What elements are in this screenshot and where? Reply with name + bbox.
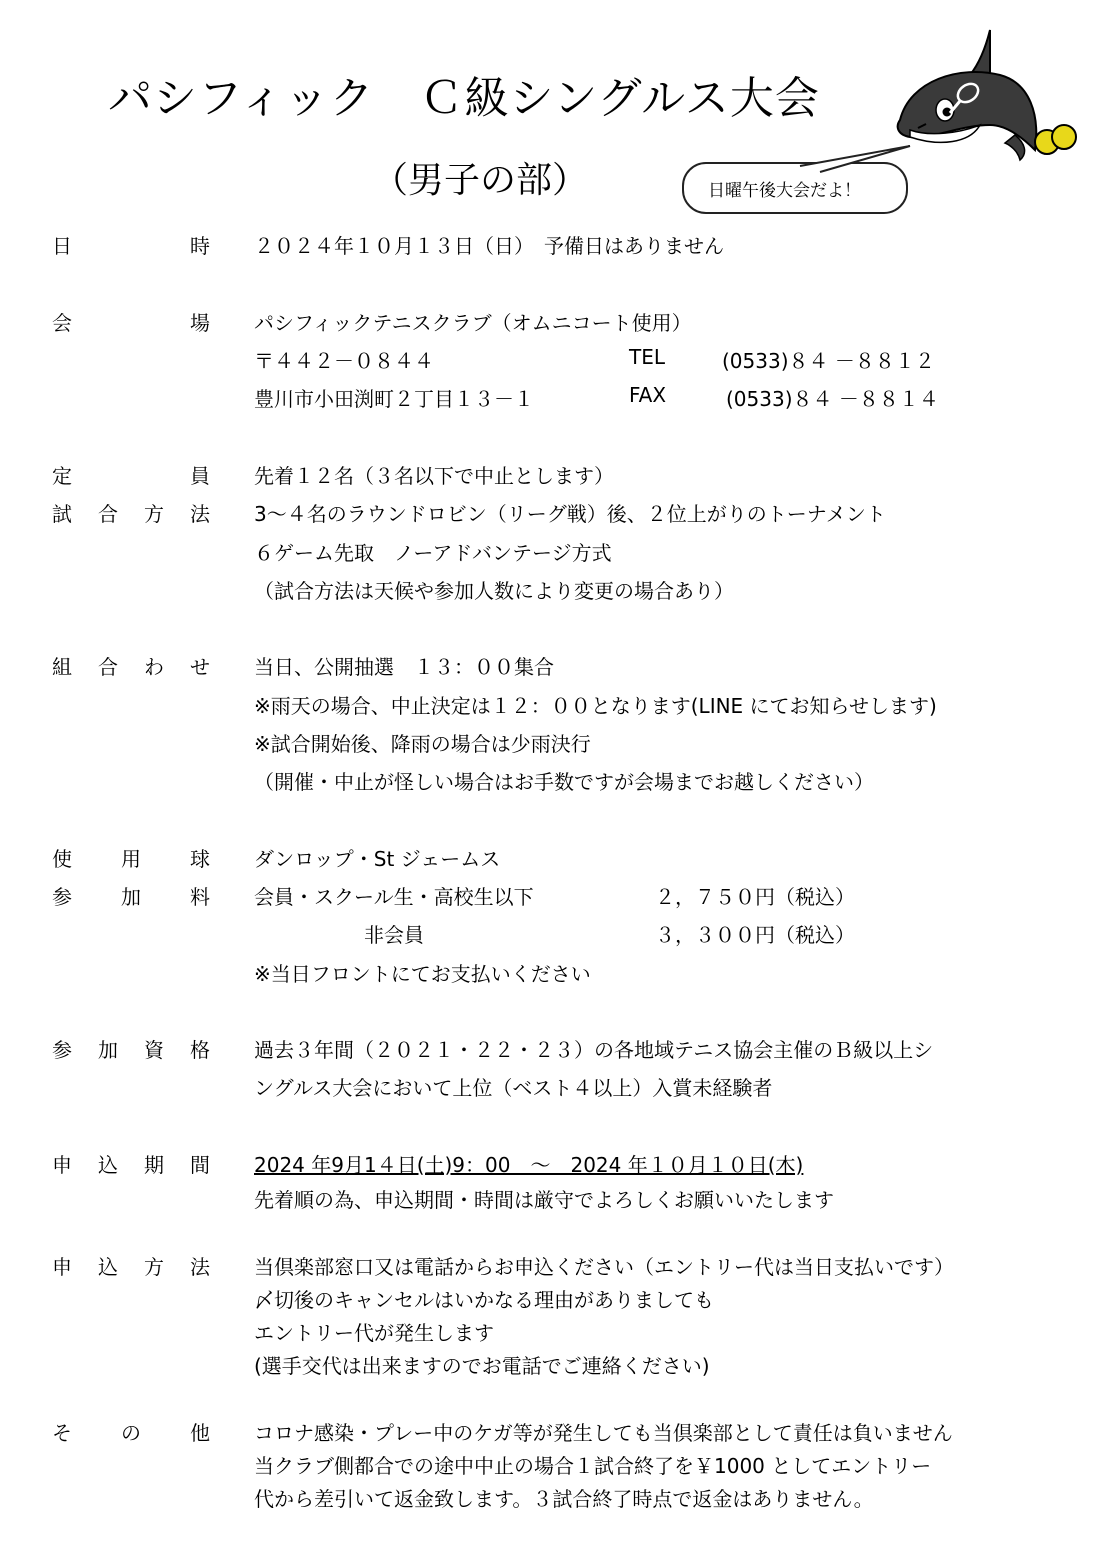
format-line1: 3～４名のラウンドロビン（リーグ戦）後、２位上がりのトーナメント — [254, 502, 886, 526]
venue-fax-label: FAX — [629, 383, 667, 407]
format-line3: （試合方法は天候や参加人数により変更の場合あり） — [254, 579, 734, 603]
venue-tel: (0533)８４ －８８１２ — [722, 349, 935, 373]
draw-line3: ※試合開始後、降雨の場合は少雨決行 — [254, 732, 591, 756]
fee-nonmember-label: 非会員 — [364, 923, 424, 947]
label-ball: 使 用 球 — [52, 847, 210, 871]
draw-line1: 当日、公開抽選 １３：００集合 — [254, 655, 554, 679]
fee-member-label: 会員・スクール生・高校生以下 — [254, 885, 534, 909]
capacity-value: 先着１２名（３名以下で中止とします） — [254, 464, 614, 488]
page-subtitle: （男子の部） — [372, 160, 589, 201]
draw-line4: （開催・中止が怪しい場合はお手数ですが会場までお越しください） — [254, 770, 874, 794]
label-capacity: 定 員 — [52, 464, 210, 488]
method-line1: 当倶楽部窓口又は電話からお申込ください（エントリー代は当日支払いです） — [254, 1255, 954, 1279]
other-line3: 代から差引いて返金致します。３試合終了時点で返金はありません。 — [254, 1487, 874, 1511]
label-format: 試 合 方 法 — [52, 502, 210, 526]
label-draw: 組 合 わ せ — [52, 655, 210, 679]
method-line4: (選手交代は出来ますのでお電話でご連絡ください) — [254, 1354, 710, 1378]
format-line2: ６ゲーム先取 ノーアドバンテージ方式 — [254, 541, 612, 565]
label-eligibility: 参 加 資 格 — [52, 1038, 210, 1062]
speech-bubble-text: 日曜午後大会だよ！ — [708, 181, 861, 201]
ball-value: ダンロップ・St ジェームス — [254, 847, 501, 871]
dolphin-mascot-icon — [890, 25, 1085, 165]
label-method: 申 込 方 法 — [52, 1255, 210, 1279]
period-line1: 2024 年9月1４日(土)9：00 ～ 2024 年１０月１０日(木) — [254, 1153, 804, 1177]
method-line3: エントリー代が発生します — [254, 1321, 494, 1345]
venue-tel-label: TEL — [629, 345, 665, 369]
other-line1: コロナ感染・プレー中のケガ等が発生しても当倶楽部として責任は負いません — [254, 1421, 953, 1445]
datetime-value: ２０２４年１０月１３日（日） 予備日はありません — [254, 234, 724, 258]
label-period: 申 込 期 間 — [52, 1153, 210, 1177]
eligibility-line2: ングルス大会において上位（ベスト４以上）入賞未経験者 — [254, 1076, 773, 1100]
label-datetime: 日 時 — [52, 234, 210, 258]
venue-address: 豊川市小田渕町２丁目１３－１ — [254, 387, 534, 411]
other-line2: 当クラブ側都合での途中中止の場合１試合終了を￥1000 としてエントリー — [254, 1454, 932, 1478]
label-venue: 会 場 — [52, 311, 210, 335]
draw-line2: ※雨天の場合、中止決定は１２：００となります(LINE にてお知らせします) — [254, 694, 937, 718]
label-other: そ の 他 — [52, 1421, 210, 1445]
period-line2: 先着順の為、申込期間・時間は厳守でよろしくお願いいたします — [254, 1188, 834, 1212]
label-fee: 参 加 料 — [52, 885, 210, 909]
venue-fax: (0533)８４ －８８１４ — [726, 387, 939, 411]
venue-name: パシフィックテニスクラブ（オムニコート使用） — [254, 311, 692, 335]
venue-postal: 〒４４２－０８４４ — [254, 349, 434, 373]
eligibility-line1: 過去３年間（２０２１・２２・２３）の各地域テニス協会主催のＢ級以上シ — [254, 1038, 934, 1062]
page-title: パシフィック Ｃ級シングルス大会 — [108, 73, 820, 124]
method-line2: 〆切後のキャンセルはいかなる理由がありましても — [254, 1288, 714, 1312]
fee-note: ※当日フロントにてお支払いください — [254, 962, 591, 986]
fee-nonmember-price: ３，３００円（税込） — [655, 923, 855, 947]
fee-member-price: ２，７５０円（税込） — [655, 885, 855, 909]
